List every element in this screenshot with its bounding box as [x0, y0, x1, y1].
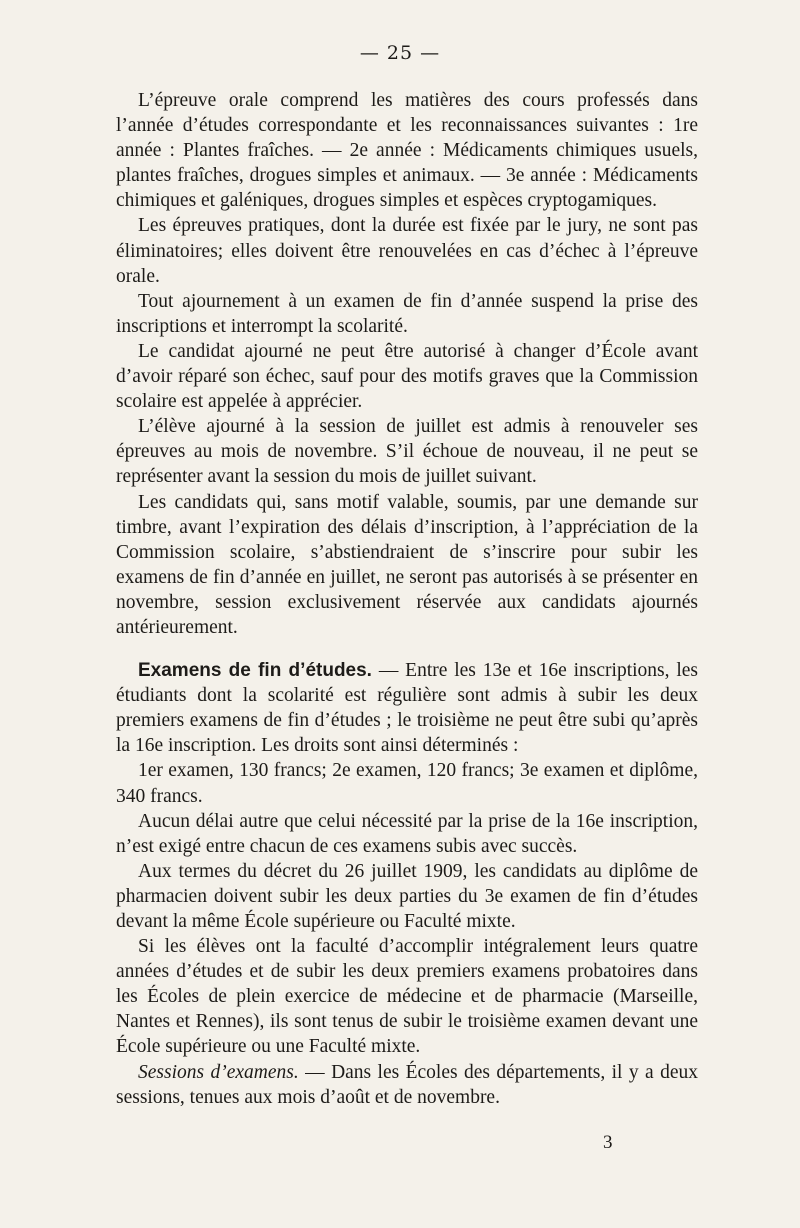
paragraph-schools: Si les élèves ont la faculté d’accomplir intégralement leurs quatre années d’études et de subir les deux premiers examens probatoires dans les Écoles de plein exercice de médecine et de pharmacie (Marseille, Nantes et Rennes), ils sont tenus de subir le troisième examen devant une École supérieure ou une Faculté mixte. — [116, 936, 698, 1058]
paragraph-school-change: Le candidat ajourné ne peut être autorisé à changer d’École avant d’avoir réparé son échec, sauf pour des motifs graves que la Commission scolaire est appelée à apprécier. — [116, 340, 698, 413]
sessions-text: — Dans les Écoles des départements, il y a deux sessions, tenues aux mois d’août et de novembre. — [116, 1061, 698, 1108]
paragraph-decree: Aux termes du décret du 26 juillet 1909, les candidats au diplôme de pharmacien doivent subir les deux parties du 3e examen de fin d’études devant la même École supérieure ou Faculté mixte. — [116, 860, 698, 932]
heading-final-exams: Examens de fin d’études. — [138, 660, 372, 682]
paragraph-july-session: L’élève ajourné à la session de juillet est admis à renouveler ses épreuves au mois de novembre. S’il échoue de nouveau, il ne peut se représenter avant la session du mois de juillet suivant. — [116, 416, 698, 488]
paragraph-delay: Aucun délai autre que celui nécessité par la prise de la 16e inscription, n’est exigé entre chacun de ces examens subis avec succès. — [116, 810, 698, 857]
signature-mark: 3 — [603, 1132, 613, 1153]
paragraph-final-exams — [116, 658, 698, 758]
paragraph-sessions — [116, 1060, 698, 1110]
paragraph-oral-exam: L’épreuve orale comprend les matières des cours professés dans l’année d’études correspondante et les reconnaissances suivantes : 1re année : Plantes fraîches. — 2e année : Médicaments chimiques usuels, plantes fraîches, drogues simples et animaux. — 3e année : Médicaments chimiques et galéniques, drogues simples et espèces cryptogamiques. — [116, 90, 698, 212]
paragraph-adjournment: Tout ajournement à un examen de fin d’année suspend la prise des inscriptions et interrompt la scolarité. — [116, 290, 698, 337]
final-exams-text: — Entre les 13e et 16e inscriptions, les étudiants dont la scolarité est régulière sont admis à subir les deux premiers examens de fin d’études ; le troisième ne peut être subi qu’après la 16e inscription. Les droits sont ainsi déterminés : — [116, 660, 698, 757]
page-number: — 25 — — [359, 42, 441, 64]
paragraph-practical-exams: Les épreuves pratiques, dont la durée est fixée par le jury, ne sont pas éliminatoires; elles doivent être renouvelées en cas d’échec à l’épreuve orale. — [116, 215, 698, 287]
heading-sessions: Sessions d’examens. — [138, 1061, 299, 1083]
paragraph-fees: 1er examen, 130 francs; 2e examen, 120 francs; 3e examen et diplôme, 340 francs. — [116, 760, 698, 807]
body-text — [116, 88, 698, 1110]
paragraph-candidates: Les candidats qui, sans motif valable, soumis, par une demande sur timbre, avant l’expiration des délais d’inscription, à l’appréciation de la Commission scolaire, s’abstiendraient de s’inscrire pour subir les examens de fin d’année en juillet, ne seront pas autorisés à se présenter en novembre, session exclusivement réservée aux candidats ajournés antérieurement. — [116, 491, 698, 638]
